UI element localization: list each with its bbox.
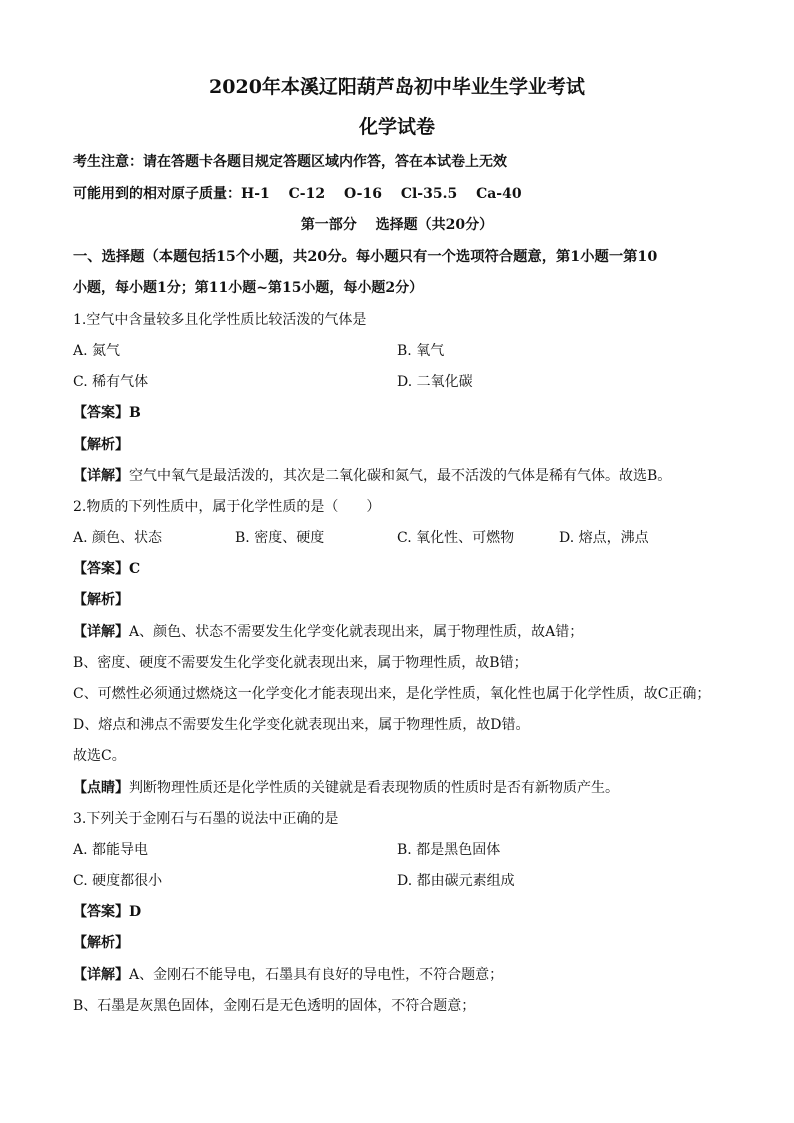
q2-option-a: A. 颜色、状态 [73, 530, 163, 546]
q2-stem: 2.物质的下列性质中，属于化学性质的是（ ） [73, 499, 381, 515]
q1-option-c: C. 稀有气体 [73, 374, 149, 390]
q3-stem: 3.下列关于金刚石与石墨的说法中正确的是 [73, 811, 339, 827]
q1-answer [73, 402, 141, 422]
detail-tag: 【详解】 [73, 624, 129, 640]
detail-tag: 【详解】 [73, 468, 129, 484]
q2-detail-3: C、可燃性必须通过燃烧这一化学变化才能表现出来，是化学性质，氧化性也属于化学性质，故C正确； [73, 686, 711, 702]
q1-detail [73, 465, 671, 485]
section-instruction-2: 小题，每小题1分；第11小题~第15小题，每小题2分） [73, 280, 424, 296]
point-text: 判断物理性质还是化学性质的关键就是看表现物质的性质时是否有新物质产生。 [129, 780, 619, 796]
answer-value: B [129, 405, 141, 421]
answer-tag: 【答案】 [73, 405, 129, 421]
q2-option-d: D. 熔点，沸点 [559, 530, 649, 546]
exam-title: 2020年本溪辽阳葫芦岛初中毕业生学业考试 [209, 76, 585, 98]
q3-analysis-tag: 【解析】 [73, 935, 129, 951]
section-instruction-1: 一、选择题（本题包括15个小题，共20分。每小题只有一个选项符合题意，第1小题一第10 [73, 249, 658, 265]
q3-detail-1 [73, 964, 503, 984]
q3-option-c: C. 硬度都很小 [73, 873, 163, 889]
q1-option-b: B. 氧气 [397, 343, 445, 359]
part-heading: 第一部分 选择题（共20分） [300, 217, 494, 233]
q3-option-b: B. 都是黑色固体 [397, 842, 501, 858]
detail-tag: 【详解】 [73, 967, 129, 983]
q2-option-b: B. 密度、硬度 [235, 530, 325, 546]
q1-option-d: D. 二氧化碳 [397, 374, 473, 390]
q2-detail-2: B、密度、硬度不需要发生化学变化就表现出来，属于物理性质，故B错； [73, 655, 528, 671]
answer-value: C [129, 561, 141, 577]
answer-value: D [129, 904, 142, 920]
candidate-notice: 考生注意：请在答题卡各题目规定答题区域内作答，答在本试卷上无效 [73, 154, 507, 170]
answer-tag: 【答案】 [73, 561, 129, 577]
q3-option-a: A. 都能导电 [73, 842, 149, 858]
detail-text: A、颜色、状态不需要发生化学变化就表现出来，属于物理性质，故A错； [129, 624, 584, 640]
q2-option-c: C. 氧化性、可燃物 [397, 530, 515, 546]
q2-detail-1 [73, 621, 583, 641]
detail-text: 空气中氧气是最活泼的，其次是二氧化碳和氮气，最不活泼的气体是稀有气体。故选B。 [129, 468, 672, 484]
q2-analysis-tag: 【解析】 [73, 592, 129, 608]
q2-detail-4: D、熔点和沸点不需要发生化学变化就表现出来，属于物理性质，故D错。 [73, 717, 530, 733]
q2-answer [73, 558, 140, 578]
q1-stem: 1.空气中含量较多且化学性质比较活泼的气体是 [73, 312, 367, 328]
answer-tag: 【答案】 [73, 904, 129, 920]
q1-analysis-tag: 【解析】 [73, 437, 129, 453]
atomic-mass-line: 可能用到的相对原子质量：H-1 C-12 O-16 Cl-35.5 Ca-40 [73, 186, 522, 202]
q3-option-d: D. 都由碳元素组成 [397, 873, 515, 889]
exam-subtitle: 化学试卷 [358, 116, 435, 138]
detail-text: A、金刚石不能导电，石墨具有良好的导电性，不符合题意； [129, 967, 504, 983]
q1-option-a: A. 氮气 [73, 343, 121, 359]
q2-detail-5: 故选C。 [73, 748, 126, 764]
q2-point [73, 777, 619, 797]
q3-detail-2: B、石墨是灰黑色固体，金刚石是无色透明的固体，不符合题意； [73, 998, 476, 1014]
point-tag: 【点睛】 [73, 780, 129, 796]
q3-answer [73, 901, 141, 921]
